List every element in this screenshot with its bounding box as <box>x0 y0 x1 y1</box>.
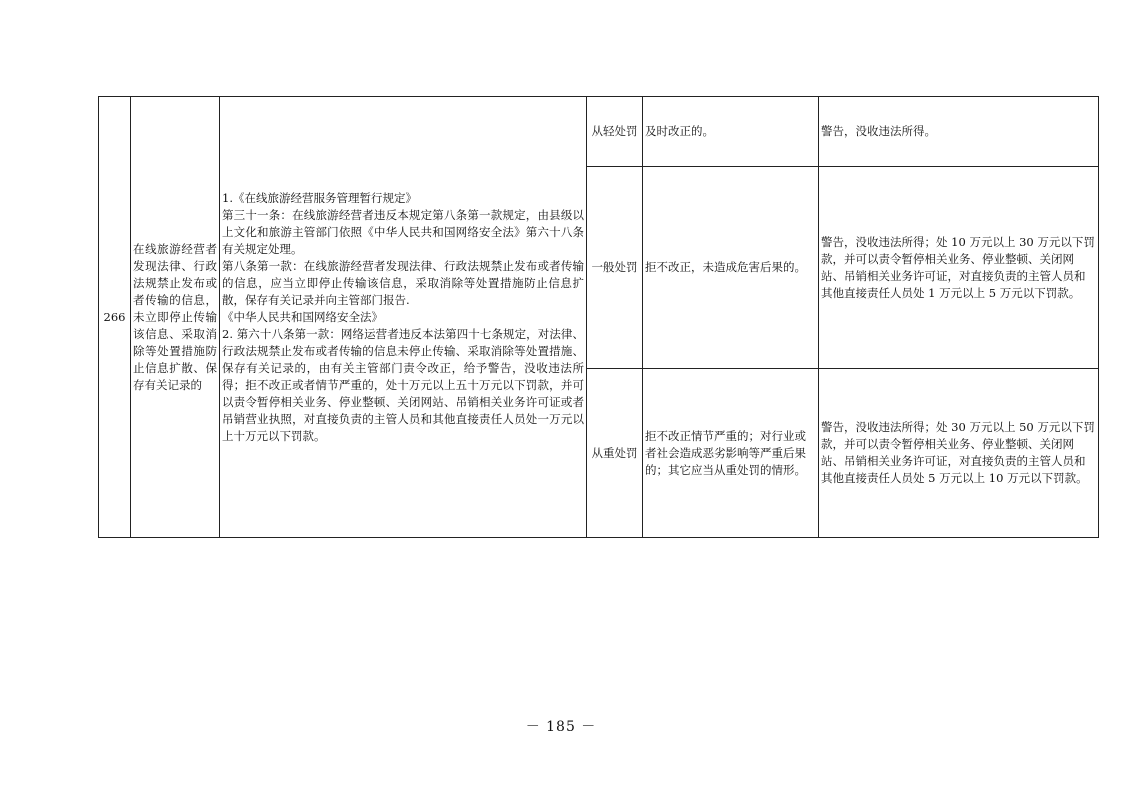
legal-basis-cell <box>220 97 587 538</box>
penalty-standard-cell: 警告，没收违法所得；处 30 万元以上 50 万元以下罚款，并可以责令暂停相关业务、停业整顿、关闭网站、吊销相关业务许可证，对直接负责的主管人员和其他直接责任人员处 5 万元以上 10 万元以下罚款。 <box>819 369 1099 538</box>
legal-basis-line: 1.《在线旅游经营服务管理暂行规定》 <box>222 190 417 205</box>
penalty-level-cell: 从重处罚 <box>587 369 643 538</box>
row-number-cell: 266 <box>99 97 131 538</box>
circumstance-cell: 拒不改正，未造成危害后果的。 <box>643 167 819 369</box>
penalty-level-cell: 从轻处罚 <box>587 97 643 167</box>
violation-item-cell: 在线旅游经营者发现法律、行政法规禁止发布或者传输的信息，未立即停止传输该信息、采取消除等处置措施防止信息扩散、保存有关记录的 <box>131 97 220 538</box>
circumstance-cell: 及时改正的。 <box>643 97 819 167</box>
legal-basis-line: 2. 第六十八条第一款：网络运营者违反本法第四十七条规定，对法律、行政法规禁止发布或者传输的信息未停止传输、采取消除等处置措施、保存有关记录的，由有关主管部门责令改正，给予警告，没收违法所得；拒不改正或者情节严重的，处十万元以上五十万元以下罚款，并可以责令暂停相关业务、停业整顿、关闭网站、吊销相关业务许可证或者吊销营业执照，对直接负责的主管人员和其他直接责任人员处一万元以上十万元以下罚款。 <box>222 326 584 443</box>
penalty-standard-cell: 警告，没收违法所得；处 10 万元以上 30 万元以下罚款，并可以责令暂停相关业务、停业整顿、关闭网站、吊销相关业务许可证，对直接负责的主管人员和其他直接责任人员处 1 万元以上 5 万元以下罚款。 <box>819 167 1099 369</box>
circumstance-cell: 拒不改正情节严重的；对行业或者社会造成恶劣影响等严重后果的；其它应当从重处罚的情形。 <box>643 369 819 538</box>
legal-basis-line: 《中华人民共和国网络安全法》 <box>222 309 383 324</box>
penalty-standard-table <box>98 96 1099 538</box>
penalty-level-cell: 一般处罚 <box>587 167 643 369</box>
page-number: － 185 － <box>525 719 597 735</box>
table-row <box>99 97 1099 167</box>
legal-basis-line: 第三十一条：在线旅游经营者违反本规定第八条第一款规定，由县级以上文化和旅游主管部门依照《中华人民共和国网络安全法》第六十八条有关规定处理。 <box>222 207 584 256</box>
legal-basis-line: 第八条第一款：在线旅游经营者发现法律、行政法规禁止发布或者传输的信息，应当立即停止传输该信息，采取消除等处置措施防止信息扩散，保存有关记录并向主管部门报告. <box>222 258 584 307</box>
penalty-standard-cell: 警告，没收违法所得。 <box>819 97 1099 167</box>
